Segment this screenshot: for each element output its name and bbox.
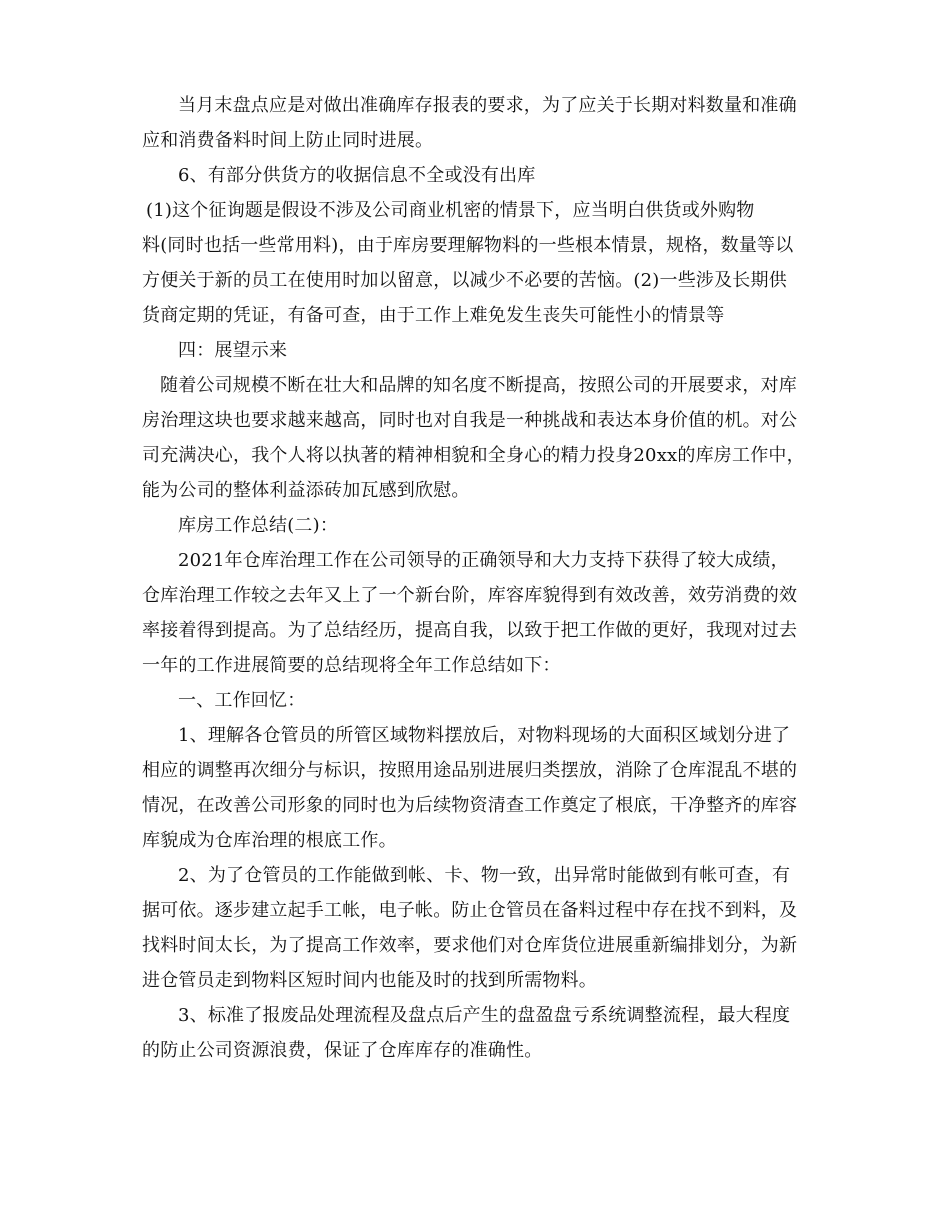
paragraph-line: 料(同时也括一些常用料)，由于库房要理解物料的一些根本情景，规格，数量等以 bbox=[142, 235, 794, 256]
paragraph-line: 仓库治理工作较之去年又上了一个新台阶，库容库貌得到有效改善，效劳消费的效 bbox=[142, 585, 798, 606]
paragraph-line: 库貌成为仓库治理的根底工作。 bbox=[142, 830, 397, 851]
paragraph-line: 率接着得到提高。为了总结经历，提高自我，以致于把工作做的更好，我现对过去 bbox=[142, 620, 798, 641]
paragraph-line: 2021年仓库治理工作在公司领导的正确领导和大力支持下获得了较大成绩， bbox=[178, 550, 789, 571]
paragraph-line: 应和消费备料时间上防止同时进展。 bbox=[142, 130, 434, 151]
section-heading: 一、工作回忆： bbox=[178, 690, 306, 711]
paragraph-line: 1、理解各仓管员的所管区域物料摆放后，对物料现场的大面积区域划分进了 bbox=[178, 725, 791, 746]
paragraph-line: 找料时间太长，为了提高工作效率，要求他们对仓库货位进展重新编排划分，为新 bbox=[142, 935, 798, 956]
paragraph-line: 一年的工作进展简要的总结现将全年工作总结如下： bbox=[142, 655, 561, 676]
document-body bbox=[142, 88, 820, 1068]
paragraph-line: (1)这个征询题是假设不涉及公司商业机密的情景下，应当明白供货或外购物 bbox=[146, 200, 755, 221]
section-heading: 库房工作总结(二)： bbox=[178, 515, 339, 536]
paragraph-line: 方便关于新的员工在使用时加以留意，以减少不必要的苦恼。(2)一些涉及长期供 bbox=[142, 270, 787, 291]
paragraph-line: 3、标准了报废品处理流程及盘点后产生的盘盈盘亏系统调整流程，最大程度 bbox=[178, 1005, 791, 1026]
list-heading: 6、有部分供货方的收据信息不全或没有出库 bbox=[178, 165, 536, 186]
paragraph-line: 当月末盘点应是对做出准确库存报表的要求，为了应关于长期对料数量和准确 bbox=[178, 95, 797, 116]
paragraph-line: 房治理这块也要求越来越高，同时也对自我是一种挑战和表达本身价值的机。对公 bbox=[142, 410, 798, 431]
paragraph-line: 随着公司规模不断在壮大和品牌的知名度不断提高，按照公司的开展要求，对库 bbox=[160, 375, 797, 396]
paragraph-line: 货商定期的凭证，有备可查，由于工作上难免发生丧失可能性小的情景等 bbox=[142, 305, 725, 326]
paragraph-line: 相应的调整再次细分与标识，按照用途品别进展归类摆放，消除了仓库混乱不堪的 bbox=[142, 760, 798, 781]
paragraph-line: 的防止公司资源浪费，保证了仓库库存的准确性。 bbox=[142, 1040, 543, 1061]
paragraph-line: 进仓管员走到物料区短时间内也能及时的找到所需物料。 bbox=[142, 970, 597, 991]
section-heading: 四：展望示来 bbox=[178, 340, 288, 361]
paragraph-line: 能为公司的整体利益添砖加瓦感到欣慰。 bbox=[142, 480, 470, 501]
paragraph-line: 据可依。逐步建立起手工帐，电子帐。防止仓管员在备料过程中存在找不到料，及 bbox=[142, 900, 798, 921]
paragraph-line: 2、为了仓管员的工作能做到帐、卡、物一致，出异常时能做到有帐可查，有 bbox=[178, 865, 791, 886]
paragraph-line: 情况，在改善公司形象的同时也为后续物资清查工作奠定了根底，干净整齐的库容 bbox=[142, 795, 798, 816]
paragraph-line: 司充满决心，我个人将以执著的精神相貌和全身心的精力投身20xx的库房工作中， bbox=[142, 445, 805, 466]
